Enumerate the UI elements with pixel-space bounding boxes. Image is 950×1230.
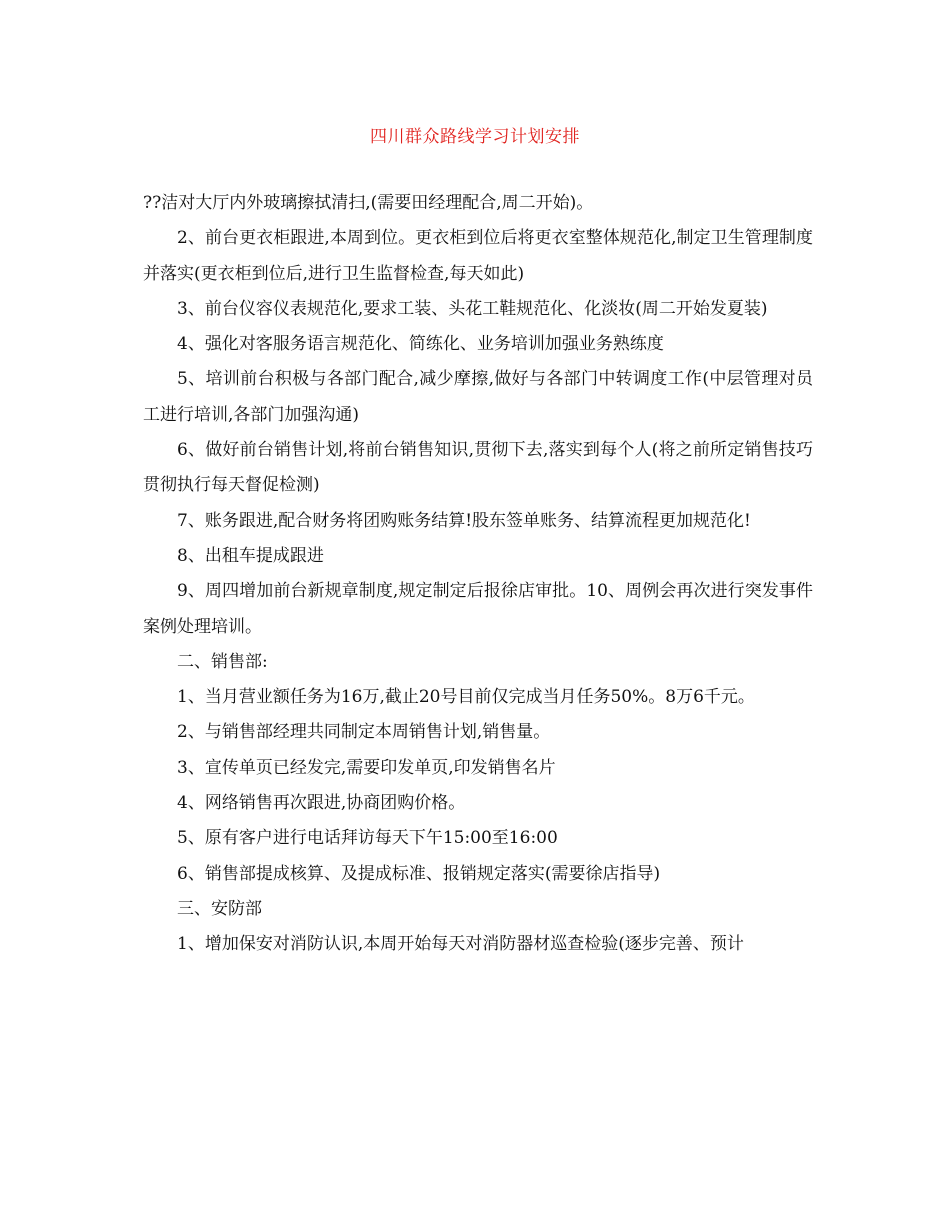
body-paragraph: 3、前台仪容仪表规范化,要求工装、头花工鞋规范化、化淡妆(周二开始发夏装) [177,298,768,319]
body-paragraph: 三、安防部 [177,898,262,919]
body-paragraph: ??洁对大厅内外玻璃擦拭清扫,(需要田经理配合,周二开始)。 [143,193,594,213]
body-paragraph: 6、做好前台销售计划,将前台销售知识,贯彻下去,落实到每个人(将之前所定销售技巧贯彻执行每天督促检测) [143,440,813,496]
body-paragraph: 二、销售部: [177,651,268,672]
body-paragraph: 5、培训前台积极与各部门配合,减少摩擦,做好与各部门中转调度工作(中层管理对员工进行培训,各部门加强沟通) [143,369,813,425]
body-paragraph: 7、账务跟进,配合财务将团购账务结算!股东签单账务、结算流程更加规范化! [177,510,751,531]
document-title: 四川群众路线学习计划安排 [370,127,580,147]
body-paragraph: 9、周四增加前台新规章制度,规定制定后报徐店审批。10、周例会再次进行突发事件案例处理培训。 [143,581,813,637]
body-paragraph: 2、前台更衣柜跟进,本周到位。更衣柜到位后将更衣室整体规范化,制定卫生管理制度并落实(更衣柜到位后,进行卫生监督检查,每天如此) [143,228,813,284]
body-paragraph: 5、原有客户进行电话拜访每天下午15:00至16:00 [177,828,558,849]
body-paragraph: 4、网络销售再次跟进,协商团购价格。 [177,793,466,814]
body-paragraph: 2、与销售部经理共同制定本周销售计划,销售量。 [177,722,551,743]
body-paragraph: 8、出租车提成跟进 [177,545,324,566]
body-paragraph: 6、销售部提成核算、及提成标准、报销规定落实(需要徐店指导) [177,863,661,884]
document-body [143,186,813,963]
body-paragraph: 1、增加保安对消防认识,本周开始每天对消防器材巡查检验(逐步完善、预计 [177,934,744,955]
body-paragraph: 3、宣传单页已经发完,需要印发单页,印发销售名片 [177,757,556,778]
body-paragraph: 4、强化对客服务语言规范化、简练化、业务培训加强业务熟练度 [177,334,664,355]
body-paragraph: 1、当月营业额任务为16万,截止20号目前仅完成当月任务50%。8万6千元。 [177,687,755,708]
